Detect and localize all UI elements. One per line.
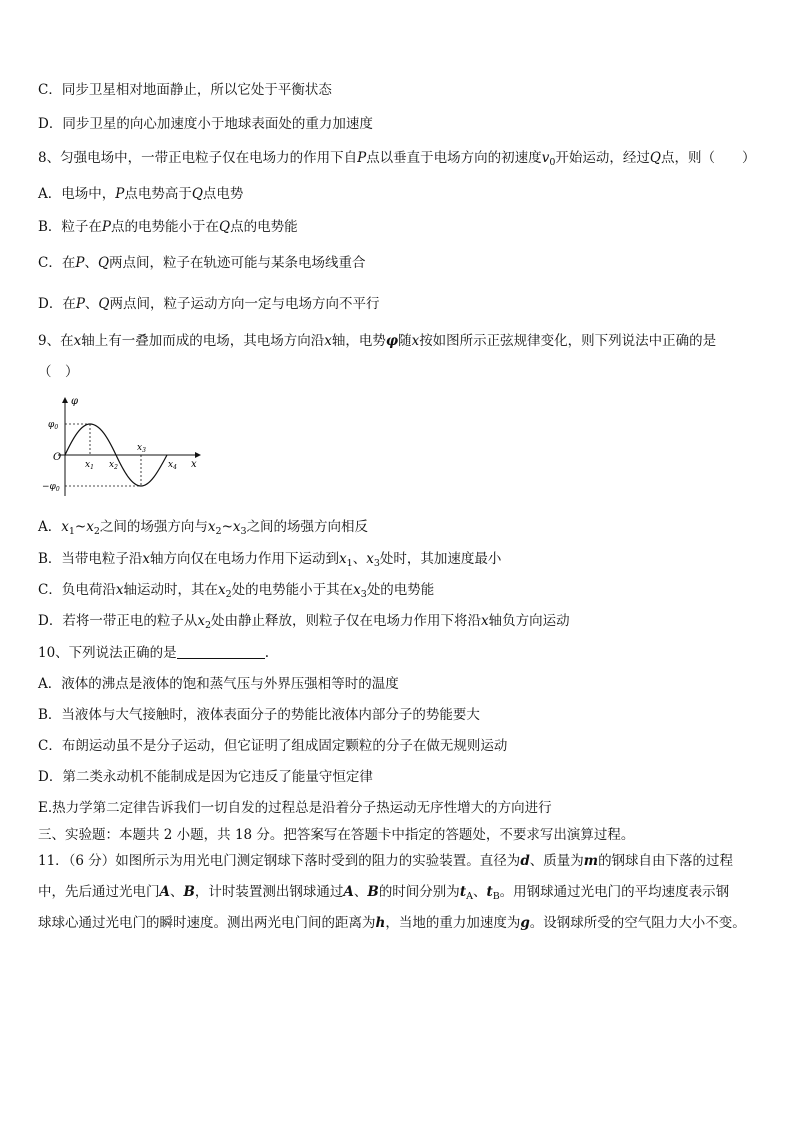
- q9-stem: 9、在x轴上有一叠加而成的电场，其电场方向沿x轴，电势φ随x按如图所示正弦规律变化，则下列说法中正确的是: [38, 333, 717, 349]
- x4-tick-label: $x_4$: [168, 460, 177, 471]
- phi0-label: $\varphi_0$: [48, 420, 59, 431]
- q11-line-2: 中，先后通过光电门A、B，计时装置测出钢球通过A、B的时间分别为$t_A$、$t_B$。用钢球通过光电门的平均速度表示钢: [38, 884, 730, 902]
- q10-option-a: A．液体的沸点是液体的饱和蒸气压与外界压强相等时的温度: [38, 676, 399, 692]
- q8-option-d: D．在P、Q两点间，粒子运动方向一定与电场方向不平行: [38, 296, 380, 312]
- q9-option-a: A．$x_1\sim x_2$之间的场强方向与$x_2\sim x_3$之间的场强方向相反: [38, 519, 369, 537]
- neg-phi0-label: $-\varphi_0$: [42, 482, 60, 493]
- q9-option-b: B．当带电粒子沿x轴方向仅在电场力作用下运动到$x_1$、$x_3$处时，其加速度最小: [38, 551, 502, 569]
- origin-label: O: [53, 452, 62, 463]
- q8-option-c: C．在P、Q两点间，粒子在轨迹可能与某条电场线重合: [38, 255, 366, 271]
- q10-option-e: E.热力学第二定律告诉我们一切自发的过程总是沿着分子热运动无序性增大的方向进行: [38, 800, 552, 816]
- q10-option-b: B．当液体与大气接触时，液体表面分子的势能比液体内部分子的势能要大: [38, 707, 480, 723]
- q10-option-d: D．第二类永动机不能制成是因为它违反了能量守恒定律: [38, 769, 373, 785]
- x2-tick-label: $x_2$: [109, 460, 118, 471]
- q9-option-d: D．若将一带正电的粒子从$x_2$处由静止释放，则粒子仅在电场力作用下将沿x轴负方向运动: [38, 613, 570, 631]
- potential-graph: [40, 392, 210, 502]
- x1-tick-label: $x_1$: [85, 460, 94, 471]
- q8-stem: 8、匀强电场中，一带正电粒子仅在电场力的作用下自P点以垂直于电场方向的初速度$v_0$开始运动，经过Q点，则（ ）: [38, 150, 756, 168]
- q8-option-a: A．电场中，P点电势高于Q点电势: [38, 186, 244, 202]
- phi-axis-label: φ: [71, 396, 79, 407]
- q10-option-c: C．布朗运动虽不是分子运动，但它证明了组成固定颗粒的分子在做无规则运动: [38, 738, 508, 754]
- x3-tick-label: $x_3$: [137, 443, 146, 454]
- q7-option-c: C．同步卫星相对地面静止，所以它处于平衡状态: [38, 82, 332, 98]
- q11-line-1: 11．（6 分）如图所示为用光电门测定钢球下落时受到的阻力的实验装置。直径为d、质量为m的钢球自由下落的过程: [38, 853, 734, 869]
- q7-option-d: D．同步卫星的向心加速度小于地球表面处的重力加速度: [38, 116, 373, 132]
- q9-option-c: C．负电荷沿x轴运动时，其在$x_2$处的电势能小于其在$x_3$处的电势能: [38, 582, 435, 600]
- answer-blank[interactable]: [177, 644, 265, 659]
- x-axis-label: x: [191, 459, 197, 470]
- q11-line-3: 球球心通过光电门的瞬时速度。测出两光电门间的距离为h，当地的重力加速度为g。设钢球所受的空气阻力大小不变。: [38, 915, 746, 931]
- q9-answer-paren: （ ）: [38, 364, 79, 380]
- q8-option-b: B．粒子在P点的电势能小于在Q点的电势能: [38, 219, 298, 235]
- section-3-heading: 三、实验题：本题共 2 小题，共 18 分。把答案写在答题卡中指定的答题处，不要求写出演算过程。: [38, 827, 635, 843]
- q10-stem: 10、下列说法正确的是 .: [38, 645, 269, 661]
